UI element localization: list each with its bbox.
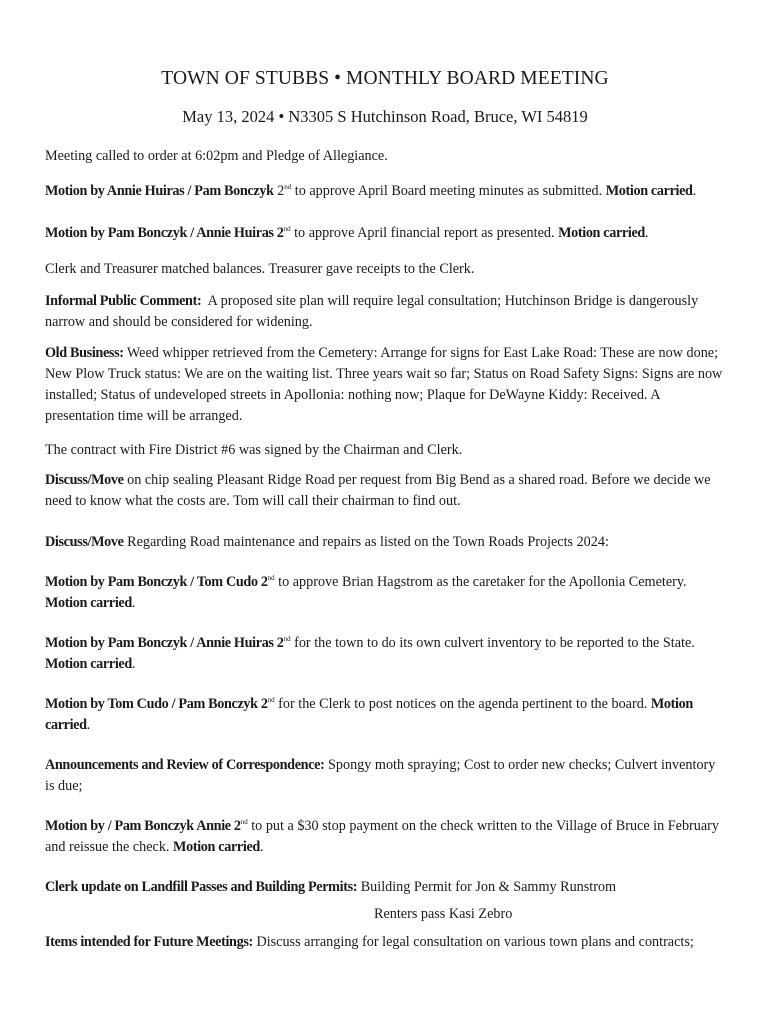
- motion-cemetery-caretaker: [45, 572, 727, 614]
- motion-lead: Motion by Pam Bonczyk / Annie Huiras 2: [45, 225, 284, 241]
- motion-end: .: [86, 717, 91, 733]
- section-text: Building Permit for Jon & Sammy Runstrom: [357, 879, 617, 895]
- section-text: Spongy moth spraying; Cost to order new checks; Culvert inventory is due;: [45, 757, 716, 794]
- old-business: [45, 343, 727, 427]
- section-label: Discuss/Move: [45, 472, 124, 488]
- motion-culvert-inventory: [45, 633, 727, 675]
- section-text: Regarding Road maintenance and repairs as listed on the Town Roads Projects 2024:: [123, 534, 609, 550]
- motion-text: to approve Brian Hagstrom as the caretaker for the Apollonia Cemetery.: [274, 574, 694, 590]
- motion-end: .: [131, 595, 136, 611]
- motion-text: for the town to do its own culvert inventory to be reported to the State.: [290, 635, 695, 651]
- clerk-update-renters-pass: Renters pass Kasi Zebro: [374, 906, 513, 922]
- section-text: Weed whipper retrieved from the Cemetery: Arrange for signs for East Lake Road: These are now done; New Plow Truck status: We are on the waiting list. Three years wait so far; Status on Road Safety Signs: Signs are now installed; Status of undeveloped streets in Apollonia: nothing now; Plaque for DeWayne Kiddy: Received. A presentation time will be arranged.: [45, 345, 723, 424]
- discuss-chip-sealing: [45, 470, 727, 512]
- motion-end: .: [259, 839, 264, 855]
- motion-end: .: [692, 183, 697, 199]
- section-text: on chip sealing Pleasant Ridge Road per request from Big Bend as a shared road. Before we decide we need to know what the costs are. Tom will call their chairman to find out.: [45, 472, 711, 509]
- section-text: A proposed site plan will require legal consultation; Hutchinson Bridge is dangerously narrow and should be considered for widening.: [45, 293, 702, 330]
- clerk-update: [45, 877, 727, 898]
- motion-lead: Motion by / Pam Bonczyk Annie 2: [45, 818, 241, 834]
- motion-result: Motion carried: [45, 595, 132, 611]
- section-label: Old Business:: [45, 345, 124, 361]
- motion-text: for the Clerk to post notices on the agenda pertinent to the board.: [274, 696, 651, 712]
- motion-lead: Motion by Pam Bonczyk / Tom Cudo 2: [45, 574, 268, 590]
- motion-ordinal: 2: [277, 183, 285, 199]
- section-text: Discuss arranging for legal consultation on various town plans and contracts;: [252, 934, 694, 950]
- motion-post-notices: [45, 694, 727, 736]
- motion-result: Motion carried: [605, 183, 693, 199]
- motion-ordinal-suffix: nd: [267, 574, 275, 582]
- announcements-correspondence: [45, 755, 727, 797]
- motion-stop-payment: [45, 816, 727, 858]
- motion-april-financial: [45, 223, 727, 244]
- motion-result: Motion carried: [45, 696, 693, 733]
- motion-lead: Motion by Annie Huiras / Pam Bonczyk: [45, 183, 274, 199]
- motion-result: Motion carried: [558, 225, 645, 241]
- motion-ordinal-suffix: nd: [284, 183, 292, 191]
- motion-text: to put a $30 stop payment on the check written to the Village of Bruce in February and reissue the check.: [45, 818, 719, 855]
- document-title: TOWN OF STUBBS • MONTHLY BOARD MEETING: [161, 68, 609, 89]
- motion-ordinal-suffix: nd: [267, 696, 275, 704]
- fire-district-contract: The contract with Fire District #6 was signed by the Chairman and Clerk.: [45, 442, 463, 458]
- motion-result: Motion carried: [173, 839, 260, 855]
- motion-ordinal-suffix: nd: [240, 818, 248, 826]
- motion-ordinal-suffix: nd: [283, 225, 291, 233]
- future-meeting-items: [45, 932, 745, 953]
- motion-lead: Motion by Pam Bonczyk / Annie Huiras 2: [45, 635, 284, 651]
- motion-text: to approve April Board meeting minutes as submitted.: [291, 183, 606, 199]
- motion-ordinal-suffix: nd: [283, 635, 291, 643]
- motion-text: to approve April financial report as presented.: [290, 225, 559, 241]
- motion-april-minutes: [45, 181, 727, 202]
- call-to-order: Meeting called to order at 6:02pm and Pledge of Allegiance.: [45, 148, 388, 164]
- motion-end: .: [131, 656, 136, 672]
- motion-result: Motion carried: [45, 656, 132, 672]
- section-label: Items intended for Future Meetings:: [45, 934, 253, 950]
- section-label: Announcements and Review of Correspondence:: [45, 757, 325, 773]
- section-label: Discuss/Move: [45, 534, 124, 550]
- discuss-road-maintenance: [45, 532, 727, 553]
- informal-public-comment: [45, 291, 727, 333]
- section-label: Informal Public Comment:: [45, 293, 202, 309]
- motion-end: .: [644, 225, 649, 241]
- section-label: Clerk update on Landfill Passes and Building Permits:: [45, 879, 358, 895]
- clerk-treasurer-note: Clerk and Treasurer matched balances. Treasurer gave receipts to the Clerk.: [45, 261, 475, 277]
- document-subtitle: May 13, 2024 • N3305 S Hutchinson Road, Bruce, WI 54819: [182, 107, 588, 126]
- motion-lead: Motion by Tom Cudo / Pam Bonczyk 2: [45, 696, 268, 712]
